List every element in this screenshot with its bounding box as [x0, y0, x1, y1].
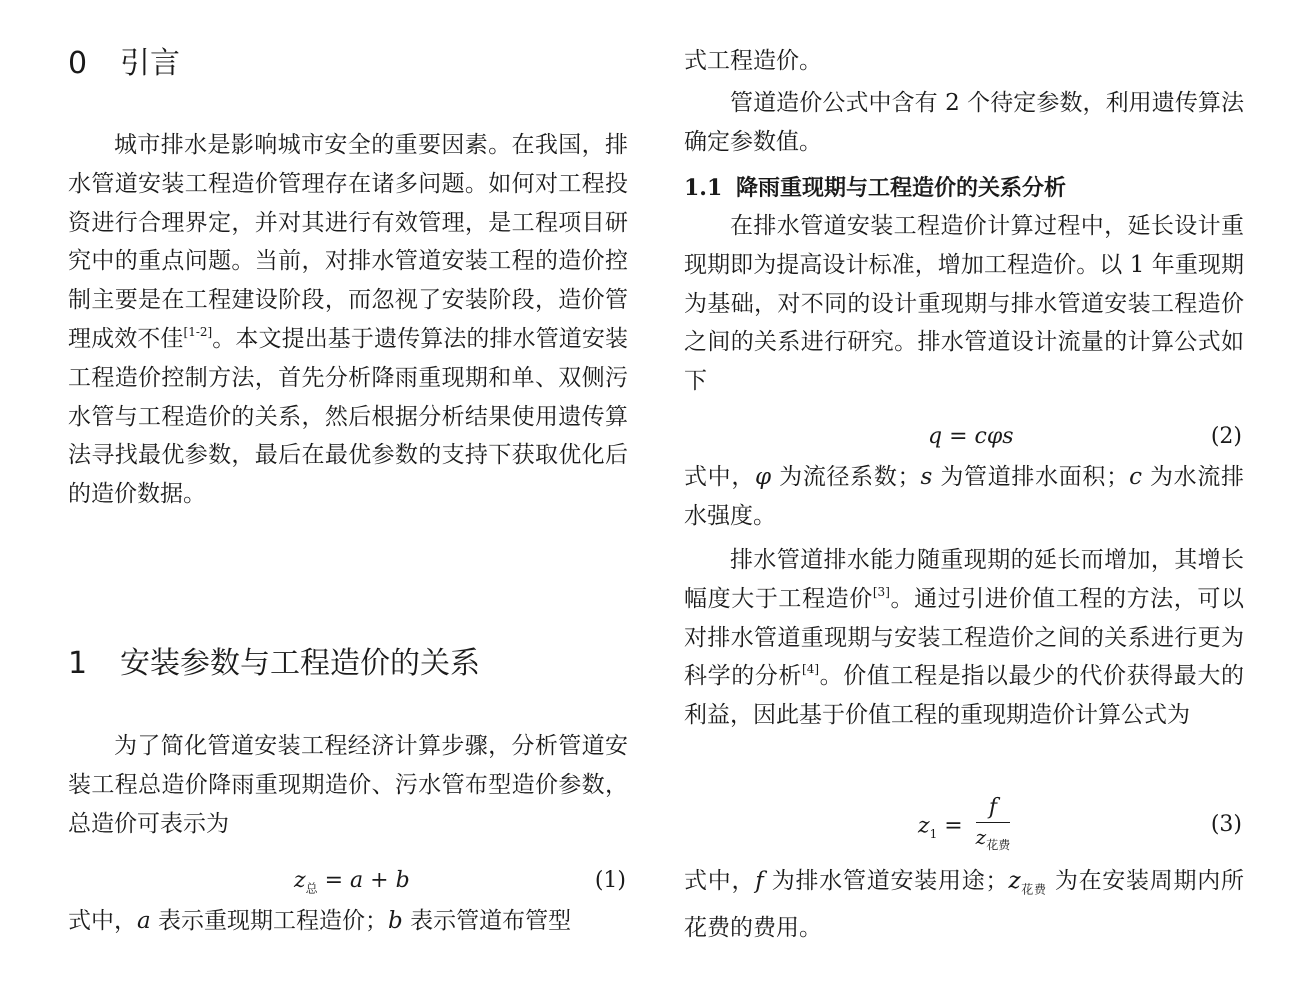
section-number: 0	[68, 46, 88, 81]
paragraph-text: 为了简化管道安装工程经济计算步骤，分析管道安装工程总造价降雨重现期造价、污水管布型造价参数，总造价可表示为	[68, 733, 628, 837]
equation-body	[918, 796, 1010, 857]
equation-body	[294, 868, 410, 896]
section-0-heading	[68, 44, 180, 84]
paragraph-text: 表示重现期工程造价；	[150, 908, 389, 934]
citation: [3]	[872, 584, 890, 599]
variable: f	[755, 868, 764, 894]
equation-3	[684, 796, 1244, 858]
citation: [1-2]	[183, 324, 213, 339]
equation-1	[68, 862, 628, 902]
equation-2	[684, 418, 1244, 458]
variable: s	[920, 464, 933, 490]
subsection-title: 降雨重现期与工程造价的关系分析	[736, 175, 1067, 201]
variable: b	[388, 908, 403, 934]
variable: φ	[755, 464, 772, 490]
section-title: 安装参数与工程造价的关系	[120, 646, 480, 681]
value-engineering-paragraph	[684, 541, 1244, 735]
eq-variable: z	[294, 868, 306, 893]
variable-subscript: 花费	[1020, 882, 1047, 897]
section-title: 引言	[120, 46, 180, 81]
paragraph-text: 为流径系数；	[771, 464, 921, 490]
equation-number: (1)	[594, 868, 626, 893]
equation-3-description	[684, 862, 1244, 948]
continued-paragraph	[684, 42, 1244, 81]
paragraph-text: 为管道排水面积；	[932, 464, 1130, 490]
eq-subscript: 1	[929, 826, 938, 841]
paragraph-text: 式中，	[68, 908, 137, 934]
parameter-paragraph	[684, 84, 1244, 162]
section-1-paragraph	[68, 727, 628, 843]
paragraph-text: 式中，	[684, 868, 756, 894]
eq-subscript: 花费	[986, 838, 1011, 852]
equation-body: q = cφs	[928, 424, 1014, 449]
intro-paragraph	[68, 126, 628, 514]
variable: a	[137, 908, 151, 934]
paragraph-text: 表示管道布管型	[402, 908, 572, 934]
eq-equals: =	[937, 813, 970, 839]
paragraph-text: 式工程造价。	[684, 48, 822, 74]
fraction-numerator: f	[976, 796, 1011, 823]
variable: c	[1129, 464, 1142, 490]
eq-subscript: 总	[305, 881, 318, 896]
paragraph-text: 。价值工程是指以最少的代价获得最大的利益，因此基于价值工程的重现期造价计算公式为	[684, 663, 1245, 729]
paragraph-text: 。通过引进价值工程的方法，可以对排水管道重现期与安装工程造价之间的关系进行更为科学的分析	[684, 585, 1245, 690]
paragraph-text: 管道造价公式中含有 2 个待定参数，利用遗传算法确定参数值。	[684, 90, 1244, 155]
paragraph-text: 式中，	[684, 464, 756, 490]
section-number: 1	[68, 646, 88, 681]
subsection-number: 1.1	[684, 175, 723, 201]
variable: z	[1008, 868, 1021, 894]
equation-number: (3)	[1210, 812, 1242, 837]
fraction-denominator	[976, 823, 1011, 857]
paragraph-text: 城市排水是影响城市安全的重要因素。在我国，排水管道安装工程造价管理存在诸多问题。如何对工程投资进行合理界定，并对其进行有效管理，是工程项目研究中的重点问题。当前，对排水管道安装工程的造价控制主要是在工程建设阶段，而忽视了安装阶段，造价管理成效不佳	[68, 132, 628, 352]
eq-variable: z	[918, 813, 930, 839]
return-period-paragraph	[684, 207, 1244, 401]
eq-variable: z	[975, 825, 987, 849]
paragraph-text: 排水管道排水能力随重现期的延长而增加，其增长幅度大于工程造价	[684, 547, 1244, 612]
equation-2-description	[684, 458, 1244, 536]
citation: [4]	[802, 662, 820, 677]
eq-equals: =	[317, 868, 351, 893]
equation-number: (2)	[1210, 424, 1242, 449]
paragraph-text: 在排水管道安装工程造价计算过程中，延长设计重现期即为提高设计标准，增加工程造价。以 1 年重现期为基础，对不同的设计重现期与排水管道安装工程造价之间的关系进行研究。排水管道设计流量的计算公式如下	[684, 213, 1244, 395]
equation-1-description	[68, 902, 628, 941]
subsection-1-1-heading	[684, 170, 1066, 206]
paragraph-text: 。本文提出基于遗传算法的排水管道安装工程造价控制方法，首先分析降雨重现期和单、双侧污水管与工程造价的关系，然后根据分析结果使用遗传算法寻找最优参数，最后在最优参数的支持下获取优化后的造价数据。	[68, 325, 629, 508]
section-1-heading	[68, 644, 480, 684]
fraction	[976, 796, 1011, 857]
paragraph-text: 为排水管道安装用途；	[763, 868, 1009, 894]
paragraph-text: 为水流排水强度。	[684, 464, 1245, 529]
paragraph-text: 为在安装周期内所花费的费用。	[684, 868, 1244, 942]
eq-rhs: a + b	[350, 868, 410, 893]
